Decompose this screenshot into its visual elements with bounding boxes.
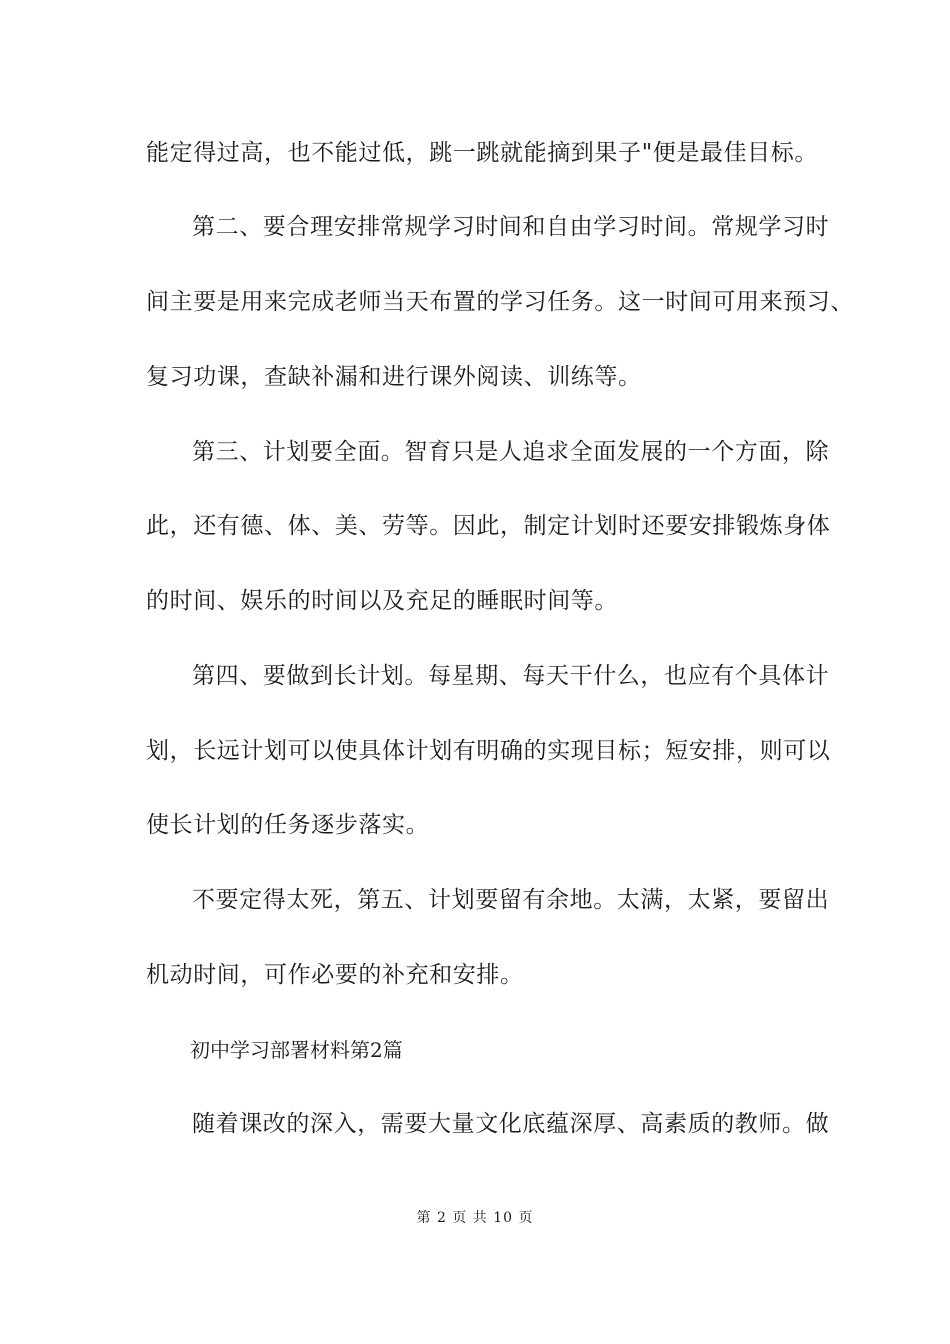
paragraph-line: 第三、计划要全面。智育只是人追求全面发展的一个方面，除: [192, 439, 830, 465]
paragraph-line: 使长计划的任务逐步落实。: [146, 812, 430, 838]
section-heading: 初中学习部署材料第2篇: [190, 1038, 403, 1062]
paragraph-line: 机动时间，可作必要的补充和安排。: [146, 962, 524, 988]
paragraph-line: 间主要是用来完成老师当天布置的学习任务。这一时间可用来预习、: [146, 289, 854, 315]
paragraph-line: 第四、要做到长计划。每星期、每天干什么，也应有个具体计: [192, 663, 830, 689]
paragraph-line: 随着课改的深入，需要大量文化底蕴深厚、高素质的教师。做: [192, 1111, 830, 1137]
paragraph-line: 此，还有德、体、美、劳等。因此，制定计划时还要安排锻炼身体: [146, 513, 831, 539]
paragraph-line: 划，长远计划可以使具体计划有明确的实现目标；短安排，则可以: [146, 738, 831, 764]
paragraph-line: 能定得过高，也不能过低，跳一跳就能摘到果子"便是最佳目标。: [146, 140, 818, 166]
paragraph-line: 的时间、娱乐的时间以及充足的睡眠时间等。: [146, 588, 618, 614]
page-number-footer: 第 2 页 共 10 页: [416, 1210, 534, 1226]
paragraph-line: 不要定得太死，第五、计划要留有余地。太满，太紧，要留出: [192, 887, 830, 913]
paragraph-line: 第二、要合理安排常规学习时间和自由学习时间。常规学习时: [192, 214, 830, 240]
paragraph-line: 复习功课，查缺补漏和进行课外阅读、训练等。: [146, 364, 642, 390]
